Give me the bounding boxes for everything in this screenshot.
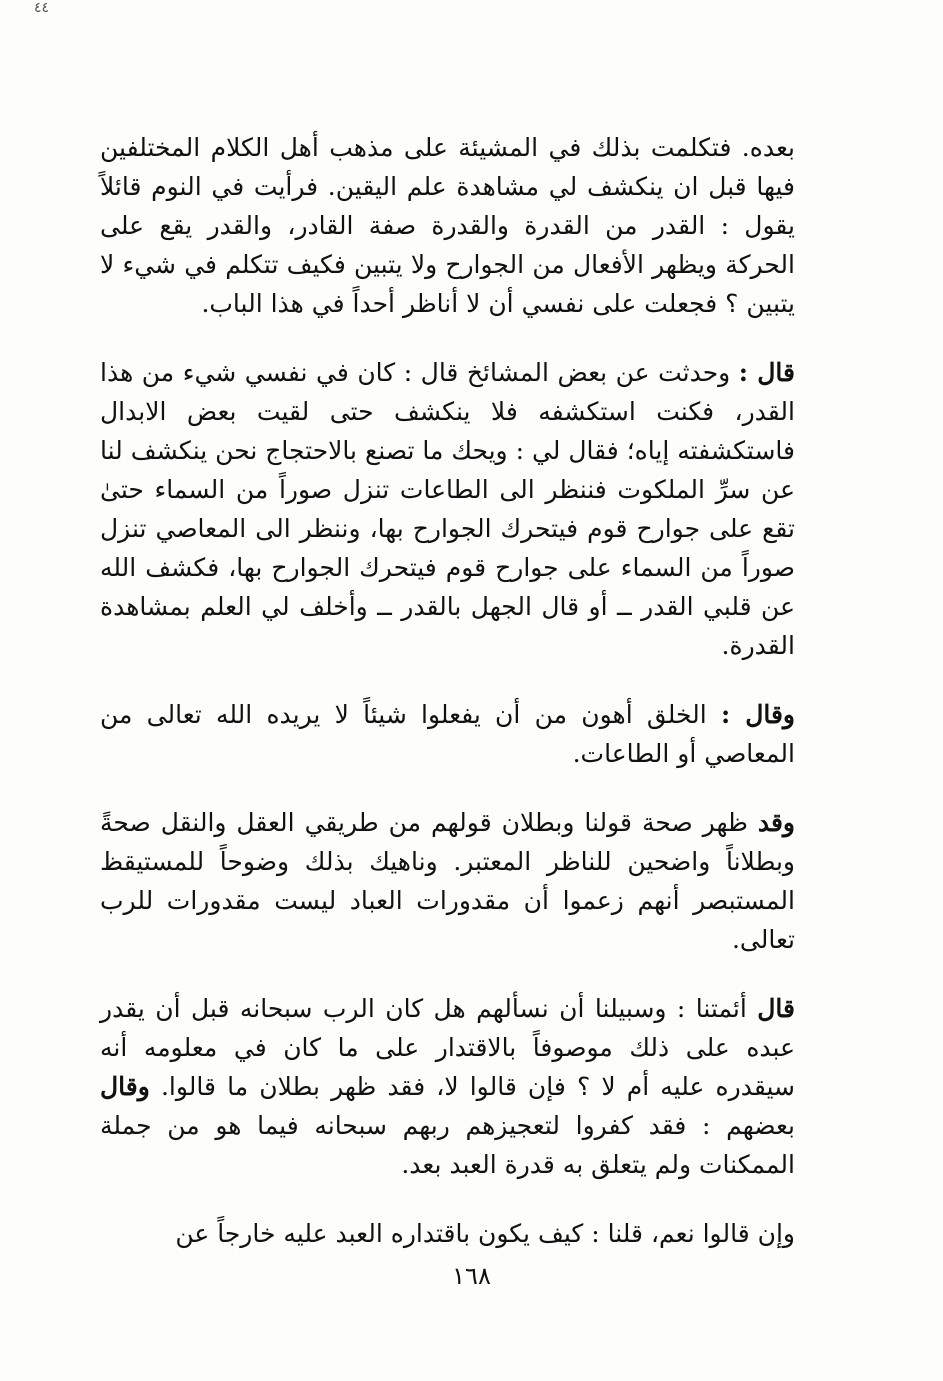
paragraph-5 [100, 989, 795, 1184]
paragraph-5-inline-bold: وقال [100, 1072, 150, 1101]
page-number: ١٦٨ [452, 1262, 491, 1290]
paragraph-1 [100, 128, 795, 323]
paragraph-3-lead: وقال : [720, 700, 795, 729]
paragraph-3 [100, 695, 795, 773]
paragraph-5-text-after: بعضهم : فقد كفروا لتعجيزهم ربهم سبحانه فيما هو من جملة الممكنات ولم يتعلق به قدرة العبد بعد. [100, 1111, 795, 1179]
paragraph-6 [100, 1214, 795, 1253]
paragraph-4-text: ظهر صحة قولنا وبطلان قولهم من طريقي العقل والنقل صحةً وبطلاناً واضحين للناظر المعتبر. وناهيك بذلك وضوحاً للمستيقظ المستبصر أنهم زعموا أن مقدورات العباد ليست مقدورات للرب تعالى. [100, 808, 795, 954]
paragraph-2-lead: قال : [738, 358, 795, 387]
paragraph-4 [100, 803, 795, 959]
paragraph-5-lead: قال [757, 994, 795, 1023]
paragraph-6-text: وإن قالوا نعم، قلنا : كيف يكون باقتداره العبد عليه خارجاً عن [175, 1219, 795, 1248]
body-text [100, 128, 795, 1283]
corner-mark: ٤٤ [34, 0, 50, 16]
paragraph-2 [100, 353, 795, 665]
paragraph-1-text: بعده. فتكلمت بذلك في المشيئة على مذهب أهل الكلام المختلفين فيها قبل ان ينكشف لي مشاهدة علم اليقين. فرأيت في النوم قائلاً يقول : القدر من القدرة والقدرة صفة القادر، والقدر يقع على الحركة ويظهر الأفعال من الجوارح ولا يتبين فكيف تتكلم في شيء لا يتبين ؟ فجعلت على نفسي أن لا أناظر أحداً في هذا الباب. [100, 133, 795, 318]
paragraph-4-lead: وقد [757, 808, 795, 837]
paragraph-3-text: الخلق أهون من أن يفعلوا شيئاً لا يريده الله تعالى من المعاصي أو الطاعات. [100, 700, 795, 768]
paragraph-5-text-before: أئمتنا : وسبيلنا أن نسألهم هل كان الرب سبحانه قبل أن يقدر عبده على ذلك موصوفاً بالاقتدار على ما كان في معلومه أنه سيقدره عليه أم لا ؟ فإن قالوا لا، فقد ظهر بطلان ما قالوا. [100, 994, 795, 1101]
paragraph-2-text: وحدثت عن بعض المشائخ قال : كان في نفسي شيء من هذا القدر، فكنت استكشفه فلا ينكشف حتى لقيت بعض الابدال فاستكشفته إياه؛ فقال لي : ويحك ما تصنع بالاحتجاج نحن ينكشف لنا عن سرِّ الملكوت فننظر الى الطاعات تنزل صوراً من السماء حتىٰ تقع على جوارح قوم فيتحرك الجوارح بها، وننظر الى المعاصي تنزل صوراً من السماء على جوارح قوم فيتحرك الجوارح بها، فكشف الله عن قلبي القدر ــ أو قال الجهل بالقدر ــ وأخلف لي العلم بمشاهدة القدرة. [100, 358, 795, 660]
